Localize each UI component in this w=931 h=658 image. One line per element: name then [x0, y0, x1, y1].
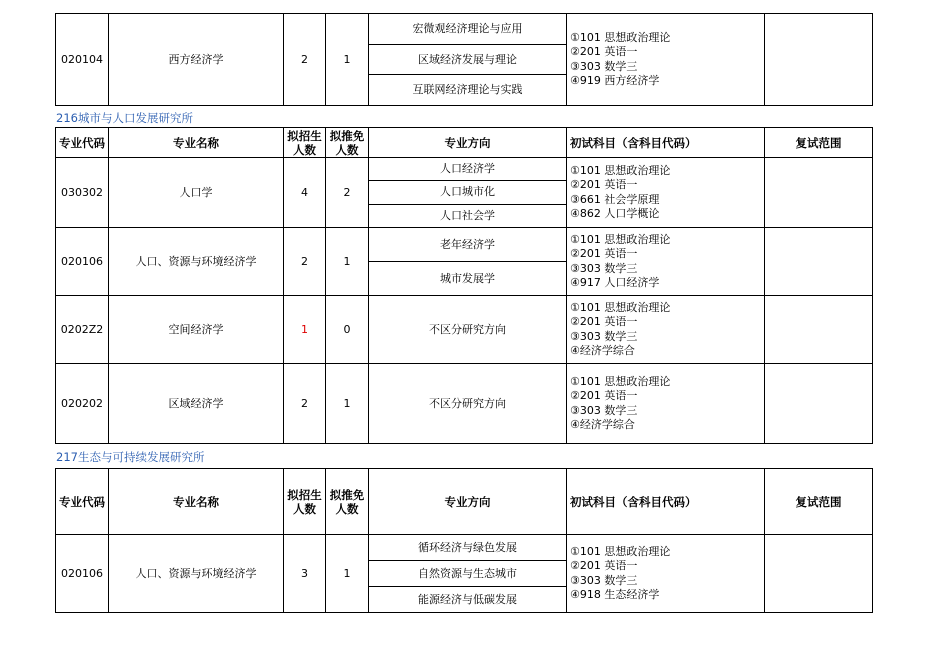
direction-item: 不区分研究方向 [369, 296, 567, 364]
direction-item: 城市发展学 [440, 271, 495, 285]
exam-item: ③303 数学三 [570, 59, 638, 73]
recommend-count: 1 [326, 228, 369, 296]
retest-cell [765, 14, 873, 106]
exam-item: ①101 思想政治理论 [570, 232, 671, 246]
header-retest: 复试范围 [765, 128, 873, 158]
exam-item: ③303 数学三 [570, 573, 638, 587]
exam-cell [567, 14, 765, 106]
exam-item: ②201 英语一 [570, 389, 638, 402]
direction-cell [369, 158, 567, 228]
table-row [56, 14, 873, 106]
retest-cell [765, 158, 873, 228]
header-retest: 复试范围 [765, 469, 873, 535]
table-row [56, 228, 873, 296]
direction-cell [369, 535, 567, 613]
major-name: 西方经济学 [109, 14, 284, 106]
exam-item: ②201 英语一 [570, 45, 638, 58]
major-code: 020106 [56, 535, 109, 613]
exam-item: ②201 英语一 [570, 247, 638, 260]
exam-item: ③661 社会学原理 [570, 192, 660, 206]
header-plan: 拟招生 人数 [284, 128, 326, 158]
direction-item: 互联网经济理论与实践 [412, 83, 523, 97]
exam-item: ④经济学综合 [570, 344, 635, 357]
plan-count: 3 [284, 535, 326, 613]
exam-item: ②201 英语一 [570, 559, 638, 572]
direction-item: 人口社会学 [440, 208, 495, 222]
exam-item: ④862 人口学概论 [570, 207, 660, 220]
header-row [56, 469, 873, 535]
exam-item: ④919 西方经济学 [570, 74, 660, 87]
direction-item: 人口城市化 [369, 181, 566, 204]
exam-item: ③303 数学三 [570, 261, 638, 275]
recommend-count: 1 [326, 364, 369, 444]
major-code: 020106 [56, 228, 109, 296]
exam-item: ②201 英语一 [570, 178, 638, 191]
header-code: 专业代码 [56, 128, 109, 158]
exam-cell [567, 296, 765, 364]
direction-item: 宏微观经济理论与应用 [369, 14, 566, 45]
header-plan: 拟招生 人数 [284, 469, 326, 535]
plan-count: 2 [284, 364, 326, 444]
plan-count: 1 [284, 296, 326, 364]
header-recommend: 拟推免 人数 [326, 469, 369, 535]
exam-item: ①101 思想政治理论 [570, 374, 671, 388]
header-direction: 专业方向 [369, 128, 567, 158]
table-row [56, 296, 873, 364]
table-row [56, 364, 873, 444]
header-direction: 专业方向 [369, 469, 567, 535]
plan-count: 4 [284, 158, 326, 228]
direction-cell [369, 228, 567, 296]
header-exam: 初试科目（含科目代码） [567, 469, 765, 535]
exam-item: ①101 思想政治理论 [570, 163, 671, 177]
direction-item: 能源经济与低碳发展 [418, 592, 517, 606]
section-217-table [55, 468, 873, 613]
plan-count: 2 [284, 228, 326, 296]
major-name: 人口、资源与环境经济学 [109, 535, 284, 613]
exam-item: ③303 数学三 [570, 329, 638, 343]
exam-item: ③303 数学三 [570, 403, 638, 417]
plan-count: 2 [284, 14, 326, 106]
direction-item: 人口经济学 [369, 158, 566, 181]
major-code: 020202 [56, 364, 109, 444]
retest-cell [765, 535, 873, 613]
section-title-217: 217生态与可持续发展研究所 [56, 450, 205, 464]
direction-item: 循环经济与绿色发展 [369, 535, 566, 561]
exam-item: ④918 生态经济学 [570, 588, 660, 601]
retest-cell [765, 296, 873, 364]
major-name: 人口、资源与环境经济学 [109, 228, 284, 296]
header-code: 专业代码 [56, 469, 109, 535]
exam-item: ①101 思想政治理论 [570, 300, 671, 314]
recommend-count: 1 [326, 14, 369, 106]
direction-item: 自然资源与生态城市 [369, 561, 566, 587]
direction-item: 不区分研究方向 [369, 364, 567, 444]
exam-cell [567, 364, 765, 444]
major-code: 020104 [56, 14, 109, 106]
exam-item: ②201 英语一 [570, 315, 638, 328]
recommend-count: 2 [326, 158, 369, 228]
retest-cell [765, 364, 873, 444]
top-table [55, 13, 873, 106]
retest-cell [765, 228, 873, 296]
header-name: 专业名称 [109, 128, 284, 158]
major-code: 030302 [56, 158, 109, 228]
exam-cell [567, 228, 765, 296]
section-216-table [55, 127, 873, 444]
table-row [56, 158, 873, 228]
recommend-count: 1 [326, 535, 369, 613]
section-title-216: 216城市与人口发展研究所 [56, 111, 193, 125]
exam-item: ④917 人口经济学 [570, 276, 660, 289]
recommend-count: 0 [326, 296, 369, 364]
major-name: 人口学 [109, 158, 284, 228]
major-name: 区域经济学 [109, 364, 284, 444]
header-name: 专业名称 [109, 469, 284, 535]
major-name: 空间经济学 [109, 296, 284, 364]
exam-item: ①101 思想政治理论 [570, 544, 671, 558]
exam-cell [567, 158, 765, 228]
direction-item: 区域经济发展与理论 [369, 45, 566, 76]
direction-item: 老年经济学 [369, 228, 566, 262]
exam-cell [567, 535, 765, 613]
direction-cell [369, 14, 567, 106]
major-code: 0202Z2 [56, 296, 109, 364]
header-recommend: 拟推免 人数 [326, 128, 369, 158]
header-row [56, 128, 873, 158]
exam-item: ④经济学综合 [570, 418, 635, 431]
header-exam: 初试科目（含科目代码） [567, 128, 765, 158]
exam-item: ①101 思想政治理论 [570, 30, 671, 44]
table-row [56, 535, 873, 613]
